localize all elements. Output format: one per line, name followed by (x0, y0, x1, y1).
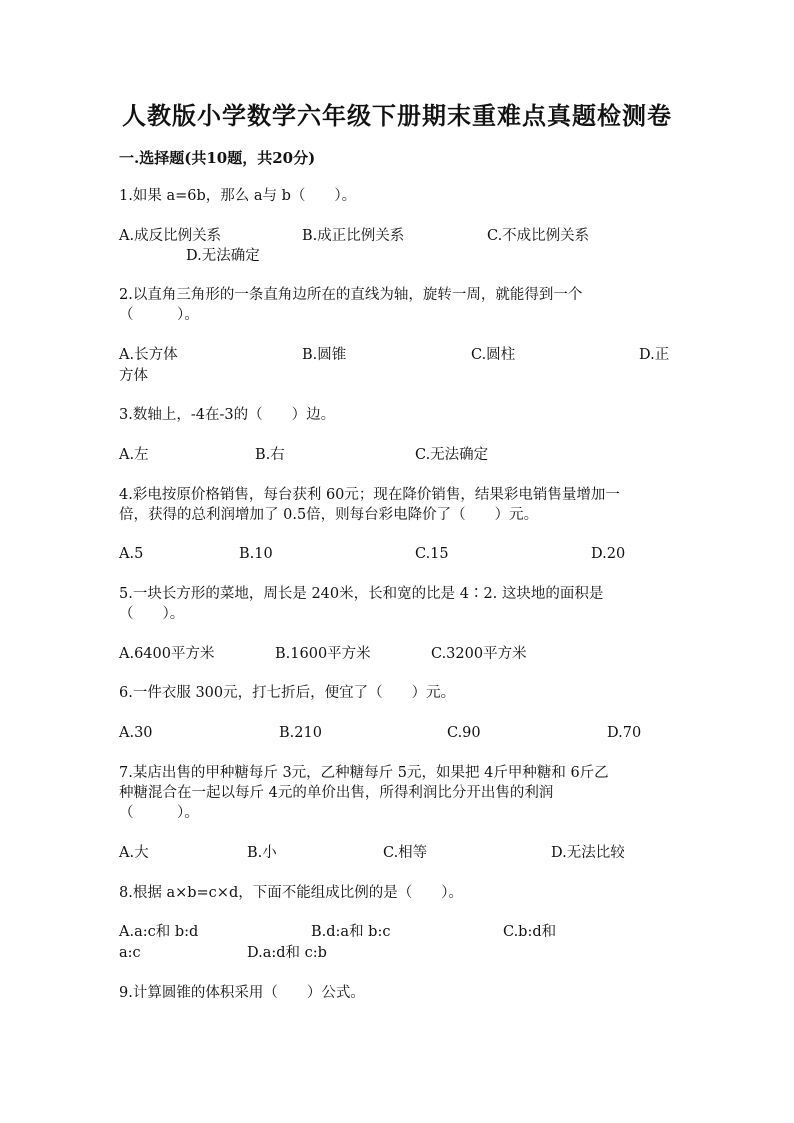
question-2-text-cont: （ ）。 (119, 307, 199, 323)
q2-option-d: D.正 (639, 347, 670, 363)
q4-option-a: A.5 (119, 546, 144, 562)
question-4-text-cont: 倍，获得的总利润增加了 0.5倍，则每台彩电降价了（ ）元。 (119, 507, 539, 523)
q6-option-b: B.210 (279, 725, 322, 741)
q2-option-b: B.圆锥 (302, 347, 347, 363)
question-5-text-cont: （ ）。 (119, 606, 185, 622)
q3-option-b: B.右 (255, 447, 285, 463)
question-3-text: 3.数轴上，-4在-3的（ ）边。 (119, 407, 336, 423)
q6-option-c: C.90 (447, 725, 481, 741)
q2-option-a: A.长方体 (119, 347, 178, 363)
question-8-text: 8.根据 a×b=c×d，下面不能组成比例的是（ ）。 (119, 885, 463, 901)
q7-option-c: C.相等 (383, 845, 428, 861)
q5-option-b: B.1600平方米 (275, 646, 371, 662)
q8-option-d: D.a:d和 c:b (247, 945, 327, 961)
question-9-text: 9.计算圆锥的体积采用（ ）公式。 (119, 985, 365, 1001)
q7-option-d: D.无法比较 (551, 845, 625, 861)
q4-option-b: B.10 (239, 546, 273, 562)
q1-option-c: C.不成比例关系 (487, 228, 590, 244)
q8-option-c-cont: a:c (119, 945, 141, 961)
q6-option-d: D.70 (607, 725, 642, 741)
q8-option-b: B.d:a和 b:c (311, 924, 391, 940)
q4-option-d: D.20 (591, 546, 626, 562)
q3-option-a: A.左 (119, 447, 149, 463)
question-7-text-cont-1: 种糖混合在一起以每斤 4元的单价出售，所得利润比分开出售的利润 (119, 785, 554, 801)
question-4-text: 4.彩电按原价格销售，每台获利 60元；现在降价销售，结果彩电销售量增加一 (119, 487, 620, 503)
q5-option-a: A.6400平方米 (119, 646, 215, 662)
q3-option-c: C.无法确定 (415, 447, 489, 463)
q8-option-a: A.a:c和 b:d (119, 924, 199, 940)
q2-option-c: C.圆柱 (471, 347, 516, 363)
question-2-text: 2.以直角三角形的一条直角边所在的直线为轴，旋转一周，就能得到一个 (119, 287, 583, 303)
q1-option-d: D.无法确定 (186, 248, 260, 264)
q1-option-a: A.成反比例关系 (119, 228, 222, 244)
section-heading: 一.选择题(共10题，共20分) (119, 149, 316, 167)
q7-option-a: A.大 (119, 845, 149, 861)
q2-option-d-cont: 方体 (119, 368, 148, 384)
exam-title: 人教版小学数学六年级下册期末重难点真题检测卷 (122, 101, 672, 130)
question-7-text: 7.某店出售的甲种糖每斤 3元，乙种糖每斤 5元，如果把 4斤甲种糖和 6斤乙 (119, 765, 609, 781)
q1-option-b: B.成正比例关系 (302, 228, 405, 244)
question-6-text: 6.一件衣服 300元，打七折后，便宜了（ ）元。 (119, 685, 456, 701)
question-7-text-cont-2: （ ）。 (119, 805, 199, 821)
q7-option-b: B.小 (247, 845, 277, 861)
question-1-text: 1.如果 a=6b，那么 a与 b（ ）。 (119, 188, 357, 204)
q6-option-a: A.30 (119, 725, 153, 741)
q4-option-c: C.15 (415, 546, 449, 562)
q8-option-c: C.b:d和 (503, 924, 557, 940)
question-5-text: 5.一块长方形的菜地，周长是 240米，长和宽的比是 4∶2. 这块地的面积是 (119, 586, 604, 602)
q5-option-c: C.3200平方米 (431, 646, 527, 662)
